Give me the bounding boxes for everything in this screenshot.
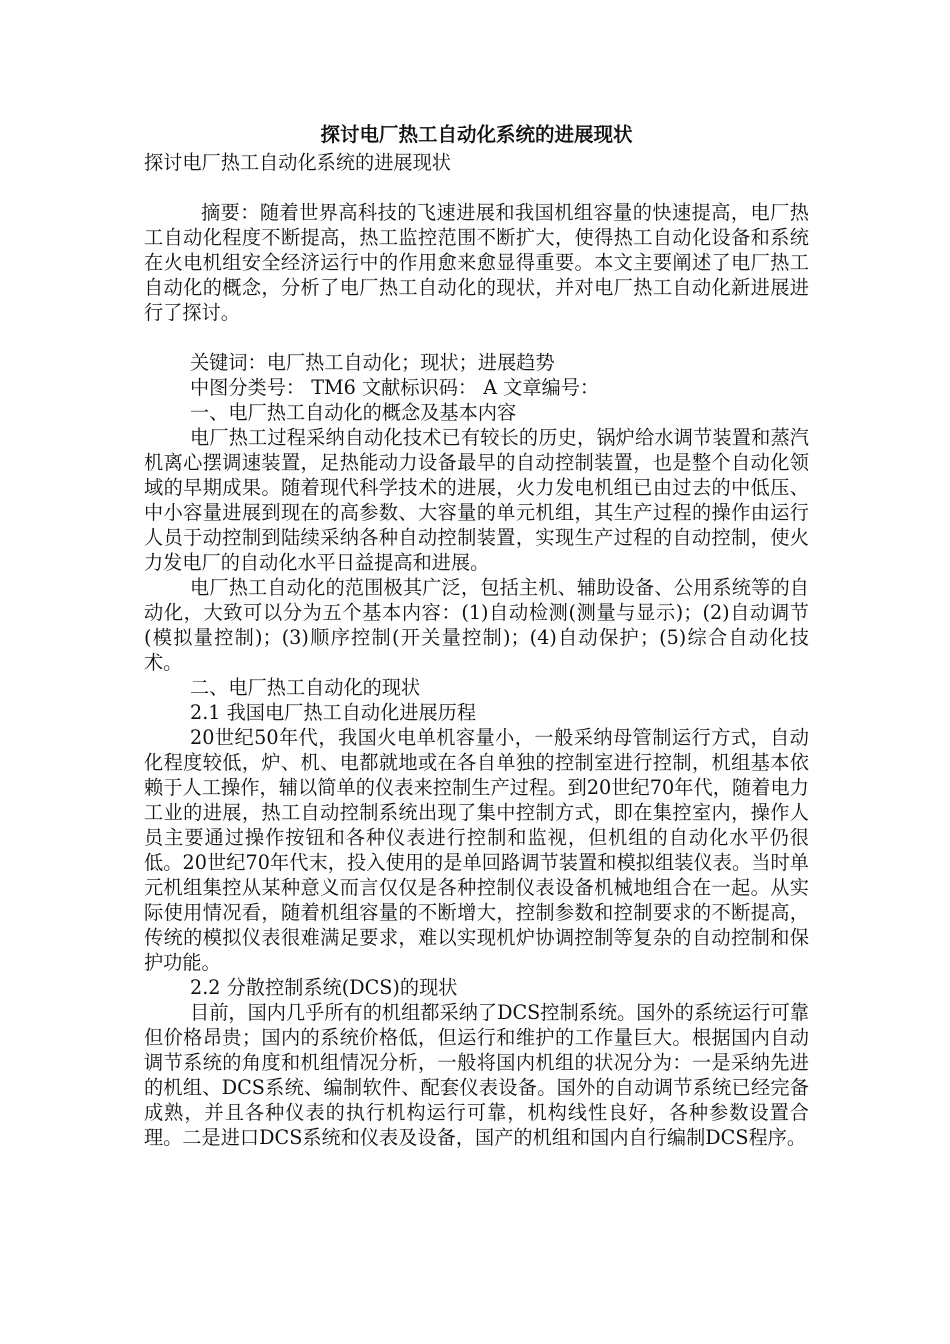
body-paragraph: 目前，国内几乎所有的机组都采纳了DCS控制系统。国外的系统运行可靠但价格昂贵；国内的系统价格低，但运行和维护的工作量巨大。根据国内自动调节系统的角度和机组情况分析，一般将国内机组的状况分为：一是采纳先进的机组、DCS系统、编制软件、配套仪表设备。国外的自动调节系统已经完备成熟，并且各种仪表的执行机构运行可靠，机构线性良好，各种参数设置合理。二是进口DCS系统和仪表及设备，国产的机组和国内自行编制DCS程序。 <box>144 1001 809 1149</box>
abstract-paragraph: 摘要：随着世界高科技的飞速进展和我国机组容量的快速提高，电厂热工自动化程度不断提高，热工监控范围不断扩大，使得热工自动化设备和系统在火电机组安全经济运行中的作用愈来愈显得重要。本文主要阐述了电厂热工自动化的概念，分析了电厂热工自动化的现状，并对电厂热工自动化新进展进行了探讨。 <box>144 201 809 324</box>
body-paragraph: 电厂热工过程采纳自动化技术已有较长的历史，锅炉给水调节装置和蒸汽机离心摆调速装置，足热能动力设备最早的自动控制装置，也是整个自动化领域的早期成果。随着现代科学技术的进展，火力发电机组已由过去的中低压、中小容量进展到现在的高参数、大容量的单元机组，其生产过程的操作由运行人员于动控制到陆续采纳各种自动控制装置，实现生产过程的自动控制，使火力发电厂的自动化水平日益提高和进展。 <box>144 426 809 574</box>
document-title: 探讨电厂热工自动化系统的进展现状 <box>320 123 633 146</box>
classification-line: 中图分类号： TM6 文献标识码： A 文章编号： <box>190 376 600 399</box>
keywords-line: 关键词：电厂热工自动化；现状；进展趋势 <box>190 351 555 374</box>
subsection-heading-2-1: 2.1 我国电厂热工自动化进展历程 <box>190 701 477 724</box>
section-heading-2: 二、电厂热工自动化的现状 <box>190 676 421 699</box>
blank-line <box>144 325 809 350</box>
subsection-heading-2-2: 2.2 分散控制系统(DCS)的现状 <box>190 976 458 999</box>
section-heading-1: 一、电厂热工自动化的概念及基本内容 <box>190 401 517 424</box>
document-page <box>144 120 809 1150</box>
body-paragraph: 20世纪50年代，我国火电单机容量小，一般采纳母管制运行方式，自动化程度较低，炉、机、电都就地或在各自单独的控制室进行控制，机组基本依赖于人工操作，辅以简单的仪表来控制生产过程。到20世纪70年代，随着电力工业的进展，热工自动控制系统出现了集中控制方式，即在集控室内，操作人员主要通过操作按钮和各种仪表进行控制和监视，但机组的自动化水平仍很低。20世纪70年代末，投入使用的是单回路调节装置和模拟组装仪表。当时单元机组集控从某种意义而言仅仅是各种控制仪表设备机械地组合在一起。从实际使用情况看，随着机组容量的不断增大，控制参数和控制要求的不断提高，传统的模拟仪表很难满足要求，难以实现机炉协调控制等复杂的自动控制和保护功能。 <box>144 726 809 974</box>
body-paragraph: 电厂热工自动化的范围极其广泛，包括主机、辅助设备、公用系统等的自动化，大致可以分为五个基本内容：(1)自动检测(测量与显示)；(2)自动调节(模拟量控制)；(3)顺序控制(开关量控制)；(4)自动保护；(5)综合自动化技术。 <box>144 576 809 674</box>
document-subtitle: 探讨电厂热工自动化系统的进展现状 <box>144 151 451 174</box>
